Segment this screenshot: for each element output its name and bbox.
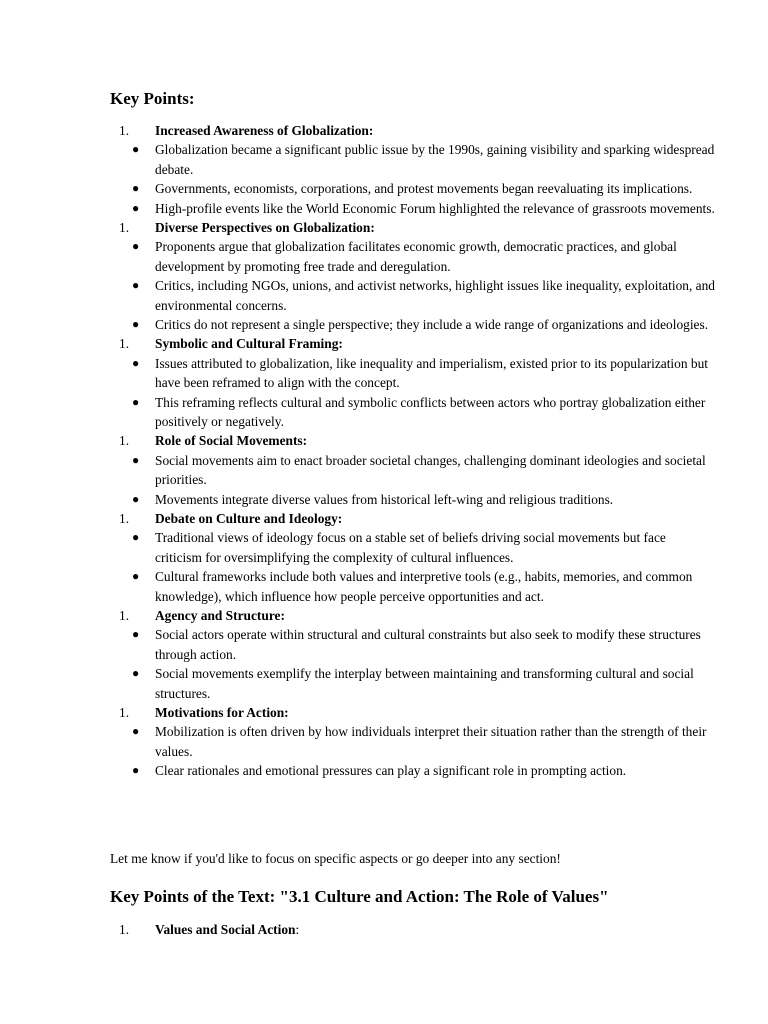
bullet-list	[0, 625, 768, 703]
bullet-item	[0, 354, 715, 393]
bullet-text: Social actors operate within structural and cultural constraints but also seek to modify these structures through action.	[155, 627, 701, 662]
section-heading-3-1: Key Points of the Text: "3.1 Culture and Action: The Role of Values"	[110, 887, 609, 906]
bullet-dot-icon: ●	[132, 530, 140, 545]
bullet-text: This reframing reflects cultural and symbolic conflicts between actors who portray globalization either positively or negatively.	[155, 394, 706, 430]
bullet-item	[0, 567, 715, 606]
closing-note: Let me know if you'd like to focus on specific aspects or go deeper into any section!	[110, 851, 561, 866]
key-point-section	[0, 431, 768, 509]
bullet-text: Social movements aim to enact broader societal changes, challenging dominant ideologies and societal priorities.	[155, 452, 706, 488]
list-item-suffix: :	[295, 922, 300, 937]
bullet-item	[0, 140, 715, 179]
section-title: Debate on Culture and Ideology:	[155, 511, 343, 527]
bullet-text: Cultural frameworks include both values and interpretive tools (e.g., habits, memories, and common knowledge), which influence how people perceive opportunities and act.	[155, 569, 693, 604]
bullet-text: Critics do not represent a single perspective; they include a wide range of organizations and ideologies.	[155, 317, 709, 333]
key-point-section	[0, 334, 768, 431]
list-number: 1.	[119, 705, 130, 721]
section-title-row	[0, 703, 768, 722]
section-title-row	[0, 334, 768, 353]
bullet-item	[0, 276, 715, 315]
list-number: 1.	[119, 220, 130, 236]
bullet-text: Issues attributed to globalization, like inequality and imperialism, existed prior to its popularization but have been reframed to align with the concept.	[155, 355, 708, 391]
bullet-item	[0, 393, 715, 432]
key-points-heading: Key Points:	[110, 89, 195, 108]
section-title: Diverse Perspectives on Globalization:	[155, 220, 375, 236]
bullet-text: Movements integrate diverse values from historical left-wing and religious traditions.	[155, 491, 614, 507]
bullet-text: Proponents argue that globalization facilitates economic growth, democratic practices, and global development by promoting free trade and deregulation.	[155, 239, 677, 274]
bullet-dot-icon: ●	[132, 355, 140, 370]
list-item-title: Values and Social Action	[155, 922, 296, 937]
bullet-dot-icon: ●	[132, 394, 140, 409]
bullet-dot-icon: ●	[132, 666, 140, 681]
key-point-section	[0, 509, 768, 606]
bullet-list	[0, 140, 768, 218]
key-point-section	[0, 703, 768, 781]
bullet-dot-icon: ●	[132, 763, 140, 778]
key-point-section	[0, 121, 768, 218]
bullet-text: Social movements exemplify the interplay between maintaining and transforming cultural and social structures.	[155, 666, 694, 701]
bullet-text: Governments, economists, corporations, and protest movements began reevaluating its implications.	[155, 181, 693, 197]
bullet-text: Mobilization is often driven by how individuals interpret their situation rather than the strength of their values.	[155, 724, 707, 759]
list-number: 1.	[119, 433, 130, 449]
list-number: 1.	[119, 336, 130, 352]
list-number: 1.	[119, 608, 130, 624]
key-point-section	[0, 606, 768, 703]
bullet-list	[0, 237, 768, 334]
key-point-section	[0, 218, 768, 334]
section-title-row	[0, 509, 768, 528]
list-item-values-social-action	[0, 920, 299, 939]
bullet-dot-icon: ●	[132, 491, 140, 506]
section-title: Agency and Structure:	[155, 608, 285, 624]
bullet-dot-icon: ●	[132, 317, 140, 332]
bullet-dot-icon: ●	[132, 239, 140, 254]
key-points-list	[0, 121, 768, 781]
bullet-list	[0, 528, 768, 606]
bullet-dot-icon: ●	[132, 200, 140, 215]
bullet-list	[0, 451, 768, 509]
bullet-dot-icon: ●	[132, 278, 140, 293]
bullet-text: Clear rationales and emotional pressures can play a significant role in prompting action.	[155, 763, 627, 779]
bullet-item	[0, 490, 715, 509]
bullet-item	[0, 237, 715, 276]
bullet-item	[0, 451, 715, 490]
section-title-row	[0, 121, 768, 140]
bullet-dot-icon: ●	[132, 142, 140, 157]
bullet-dot-icon: ●	[132, 627, 140, 642]
bullet-item	[0, 199, 715, 218]
bullet-item	[0, 528, 715, 567]
section-title-row	[0, 431, 768, 450]
bullet-text: Traditional views of ideology focus on a stable set of beliefs driving social movements but face criticism for oversimplifying the complexity of cultural influences.	[155, 530, 666, 565]
bullet-item	[0, 761, 715, 780]
bullet-item	[0, 625, 715, 664]
section-title-row	[0, 606, 768, 625]
section-title: Symbolic and Cultural Framing:	[155, 336, 343, 352]
bullet-text: High-profile events like the World Economic Forum highlighted the relevance of grassroots movements.	[155, 200, 715, 216]
section-title: Increased Awareness of Globalization:	[155, 123, 374, 138]
section-title: Role of Social Movements:	[155, 433, 308, 449]
bullet-dot-icon: ●	[132, 181, 140, 196]
bullet-item	[0, 179, 715, 198]
bullet-item	[0, 664, 715, 703]
section-title-row	[0, 218, 768, 237]
bullet-item	[0, 722, 715, 761]
list-number: 1.	[119, 922, 130, 937]
bullet-dot-icon: ●	[132, 569, 140, 584]
bullet-list	[0, 354, 768, 432]
bullet-text: Critics, including NGOs, unions, and activist networks, highlight issues like inequality, exploitation, and environmental concerns.	[155, 278, 715, 313]
section-title: Motivations for Action:	[155, 705, 289, 721]
bullet-dot-icon: ●	[132, 452, 140, 467]
list-number: 1.	[119, 511, 130, 527]
bullet-text: Globalization became a significant public issue by the 1990s, gaining visibility and sparking widespread debate.	[155, 142, 715, 177]
bullet-dot-icon: ●	[132, 724, 140, 739]
bullet-list	[0, 722, 768, 780]
list-number: 1.	[119, 123, 130, 138]
bullet-item	[0, 315, 715, 334]
